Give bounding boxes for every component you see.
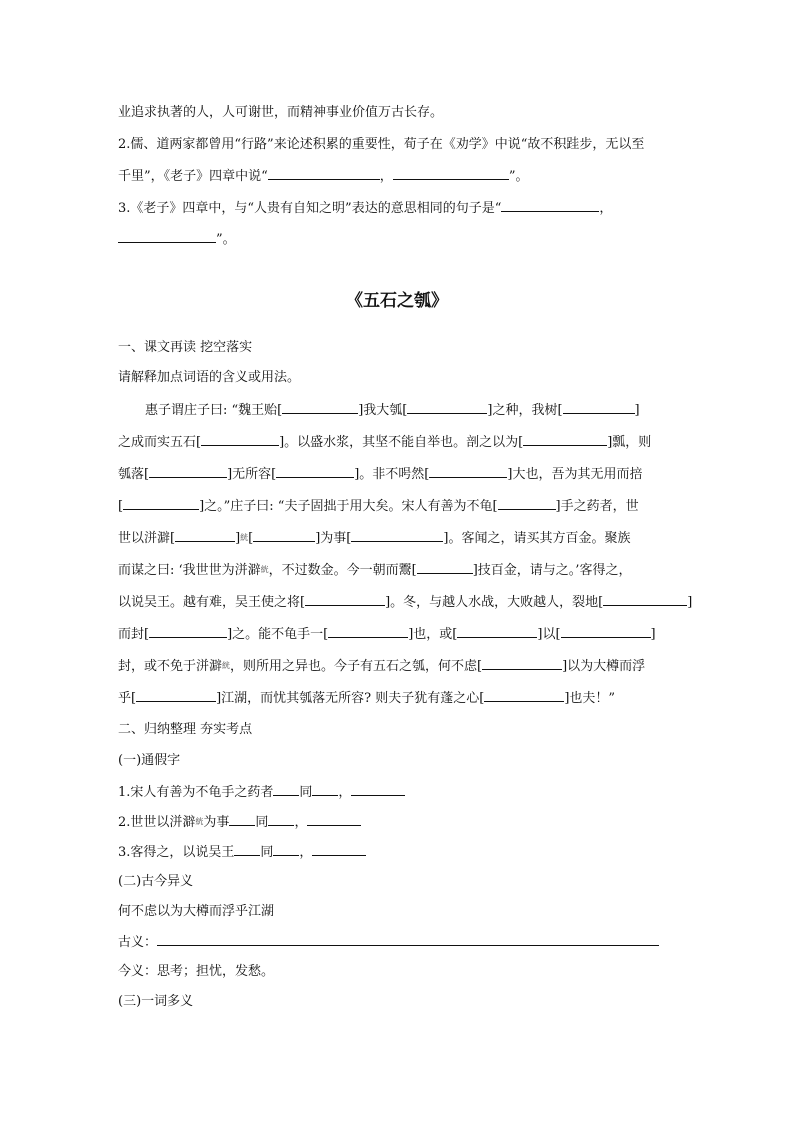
text: ”。 (216, 232, 236, 247)
text: 3.客得之，以说吴王 (118, 845, 235, 860)
text-line (118, 199, 612, 218)
text: ]也夫！” (564, 691, 616, 706)
text: 以说吴王。越有难，吴王使之将[ (118, 595, 306, 610)
answer-blank[interactable] (149, 465, 227, 478)
passage-line (118, 465, 642, 484)
text-line (118, 230, 236, 249)
answer-blank[interactable] (561, 625, 651, 638)
answer-blank[interactable] (268, 167, 380, 180)
ancient-meaning-line (118, 933, 659, 952)
text: ]。以盛水浆，其坚不能自举也。剖之以为[ (279, 435, 524, 450)
passage-line (118, 497, 639, 516)
answer-blank[interactable] (498, 497, 556, 510)
text: ]之。”庄子曰: “夫子固拙于用大矣。宋人有善为不龟[ (199, 499, 498, 514)
text: 为事 (203, 815, 230, 830)
answer-blank[interactable] (482, 657, 562, 670)
answer-blank[interactable] (149, 625, 227, 638)
text: ]之种，我树[ (487, 403, 563, 418)
text: ，不过数金。今一朝而鬻[ (268, 563, 417, 578)
passage-line (118, 657, 645, 676)
text: ]手之药者，世 (555, 499, 639, 514)
text: ]以[ (537, 627, 561, 642)
passage-line (118, 561, 631, 580)
text: ， (294, 815, 308, 830)
passage-line (118, 625, 656, 644)
answer-blank[interactable] (123, 497, 199, 510)
answer-blank[interactable] (118, 230, 216, 243)
text: [ (118, 499, 124, 514)
small-char: 絖 (195, 817, 204, 826)
text: 千里”，《老子》四章中说“ (118, 169, 268, 184)
text: 2.儒、道两家都曾用“行路”来论述积累的重要性，荀子在《劝学》中说“故不积跬步，无以至 (118, 137, 645, 152)
text: 而谋之曰: ‘我世世为洴澼 (118, 563, 261, 578)
answer-blank[interactable] (501, 199, 599, 212)
answer-blank[interactable] (563, 401, 635, 414)
text: 同 (255, 815, 269, 830)
passage-line (118, 529, 630, 548)
text: ] (650, 627, 656, 642)
answer-blank[interactable] (393, 167, 509, 180)
text: ]也，或[ (408, 627, 458, 642)
text: ]大也，吾为其无用而掊 (507, 467, 643, 482)
text: ] (687, 595, 693, 610)
answer-blank[interactable] (328, 625, 408, 638)
small-char: 絖 (222, 661, 231, 670)
answer-blank[interactable] (307, 813, 361, 826)
modern-meaning-line: 今义：思考；担忧，发愁。 (118, 964, 275, 979)
answer-blank[interactable] (603, 593, 687, 606)
small-char: 絖 (260, 565, 269, 574)
answer-blank[interactable] (457, 625, 537, 638)
subsection-heading: (二)古今异义 (118, 874, 194, 889)
text-line (118, 104, 443, 122)
passage-line (145, 401, 640, 420)
text: 3.《老子》四章中，与“人贵有自知之明”表达的意思相同的句子是“ (118, 201, 502, 216)
answer-blank[interactable] (229, 813, 255, 826)
text: ]。非不呺然[ (354, 467, 430, 482)
text: ]技百金，请与之。’客得之， (472, 563, 632, 578)
text: ] (634, 403, 640, 418)
answer-blank[interactable] (523, 433, 607, 446)
text: 1.宋人有善为不龟手之药者 (118, 785, 274, 800)
text: ]之。能不龟手一[ (227, 627, 329, 642)
text: 而封[ (118, 627, 150, 642)
text: ]以为大樽而浮 (562, 659, 646, 674)
text: ] (235, 531, 241, 546)
answer-blank[interactable] (273, 783, 299, 796)
list-item (118, 813, 361, 832)
answer-blank[interactable] (276, 465, 354, 478)
answer-blank[interactable] (312, 843, 366, 856)
text-line (118, 167, 528, 186)
text: ，则所用之异也。今子有五石之瓠，何不虑[ (230, 659, 483, 674)
passage-line (118, 689, 615, 708)
text: 惠子谓庄子曰: “魏王贻[ (145, 403, 283, 418)
text: 古义： (118, 935, 158, 950)
answer-blank[interactable] (253, 529, 315, 542)
text: 乎[ (118, 691, 137, 706)
text: 业追求执著的人，人可谢世，而精神事业价值万古长存。 (118, 105, 444, 120)
text: ]。客闻之，请买其方百金。聚族 (443, 531, 631, 546)
text-line (118, 136, 644, 154)
answer-blank[interactable] (351, 529, 443, 542)
section-heading: 一、课文再读 挖空落实 (118, 340, 253, 355)
answer-blank[interactable] (136, 689, 216, 702)
answer-blank[interactable] (429, 465, 507, 478)
instruction: 请解释加点词语的含义或用法。 (118, 370, 301, 385)
answer-blank[interactable] (273, 843, 299, 856)
list-item (118, 783, 405, 802)
answer-blank[interactable] (157, 933, 659, 946)
answer-blank[interactable] (312, 783, 338, 796)
answer-blank[interactable] (351, 783, 405, 796)
section-heading: 二、归纳整理 夯实考点 (118, 722, 253, 737)
answer-blank[interactable] (268, 813, 294, 826)
text: ， (379, 169, 393, 184)
text: 瓠落[ (118, 467, 150, 482)
text: 世以洴澼[ (118, 531, 176, 546)
text: ]为事[ (315, 531, 352, 546)
text: ]江湖，而忧其瓠落无所容? 则夫子犹有蓬之心[ (216, 691, 485, 706)
text: [ (248, 531, 254, 546)
text: 封，或不免于洴澼 (118, 659, 223, 674)
text: ， (299, 845, 313, 860)
answer-blank[interactable] (175, 529, 235, 542)
answer-blank[interactable] (201, 433, 279, 446)
text: ]无所容[ (227, 467, 277, 482)
answer-blank[interactable] (407, 401, 487, 414)
text: ]。冬，与越人水战，大败越人，裂地[ (385, 595, 604, 610)
subsection-heading: (一)通假字 (118, 753, 181, 768)
answer-blank[interactable] (305, 593, 385, 606)
text: ， (599, 201, 613, 216)
text: ]瓢，则 (607, 435, 652, 450)
text: 同 (260, 845, 274, 860)
passage-line (118, 433, 651, 452)
answer-blank[interactable] (234, 843, 260, 856)
text: 之成而实五石[ (118, 435, 202, 450)
answer-blank[interactable] (282, 401, 358, 414)
phrase: 何不虑以为大樽而浮乎江湖 (118, 904, 275, 919)
answer-blank[interactable] (484, 689, 564, 702)
text: ”。 (508, 169, 529, 184)
text: 同 (299, 785, 313, 800)
text: ， (338, 785, 352, 800)
small-char: 絖 (240, 533, 249, 542)
answer-blank[interactable] (417, 561, 473, 574)
list-item (118, 843, 366, 862)
passage-line (118, 593, 692, 612)
page-title: 《五石之瓠》 (346, 291, 448, 311)
text: ]我大瓠[ (358, 403, 408, 418)
subsection-heading: (三)一词多义 (118, 994, 194, 1009)
text: 2.世世以洴澼 (118, 815, 196, 830)
